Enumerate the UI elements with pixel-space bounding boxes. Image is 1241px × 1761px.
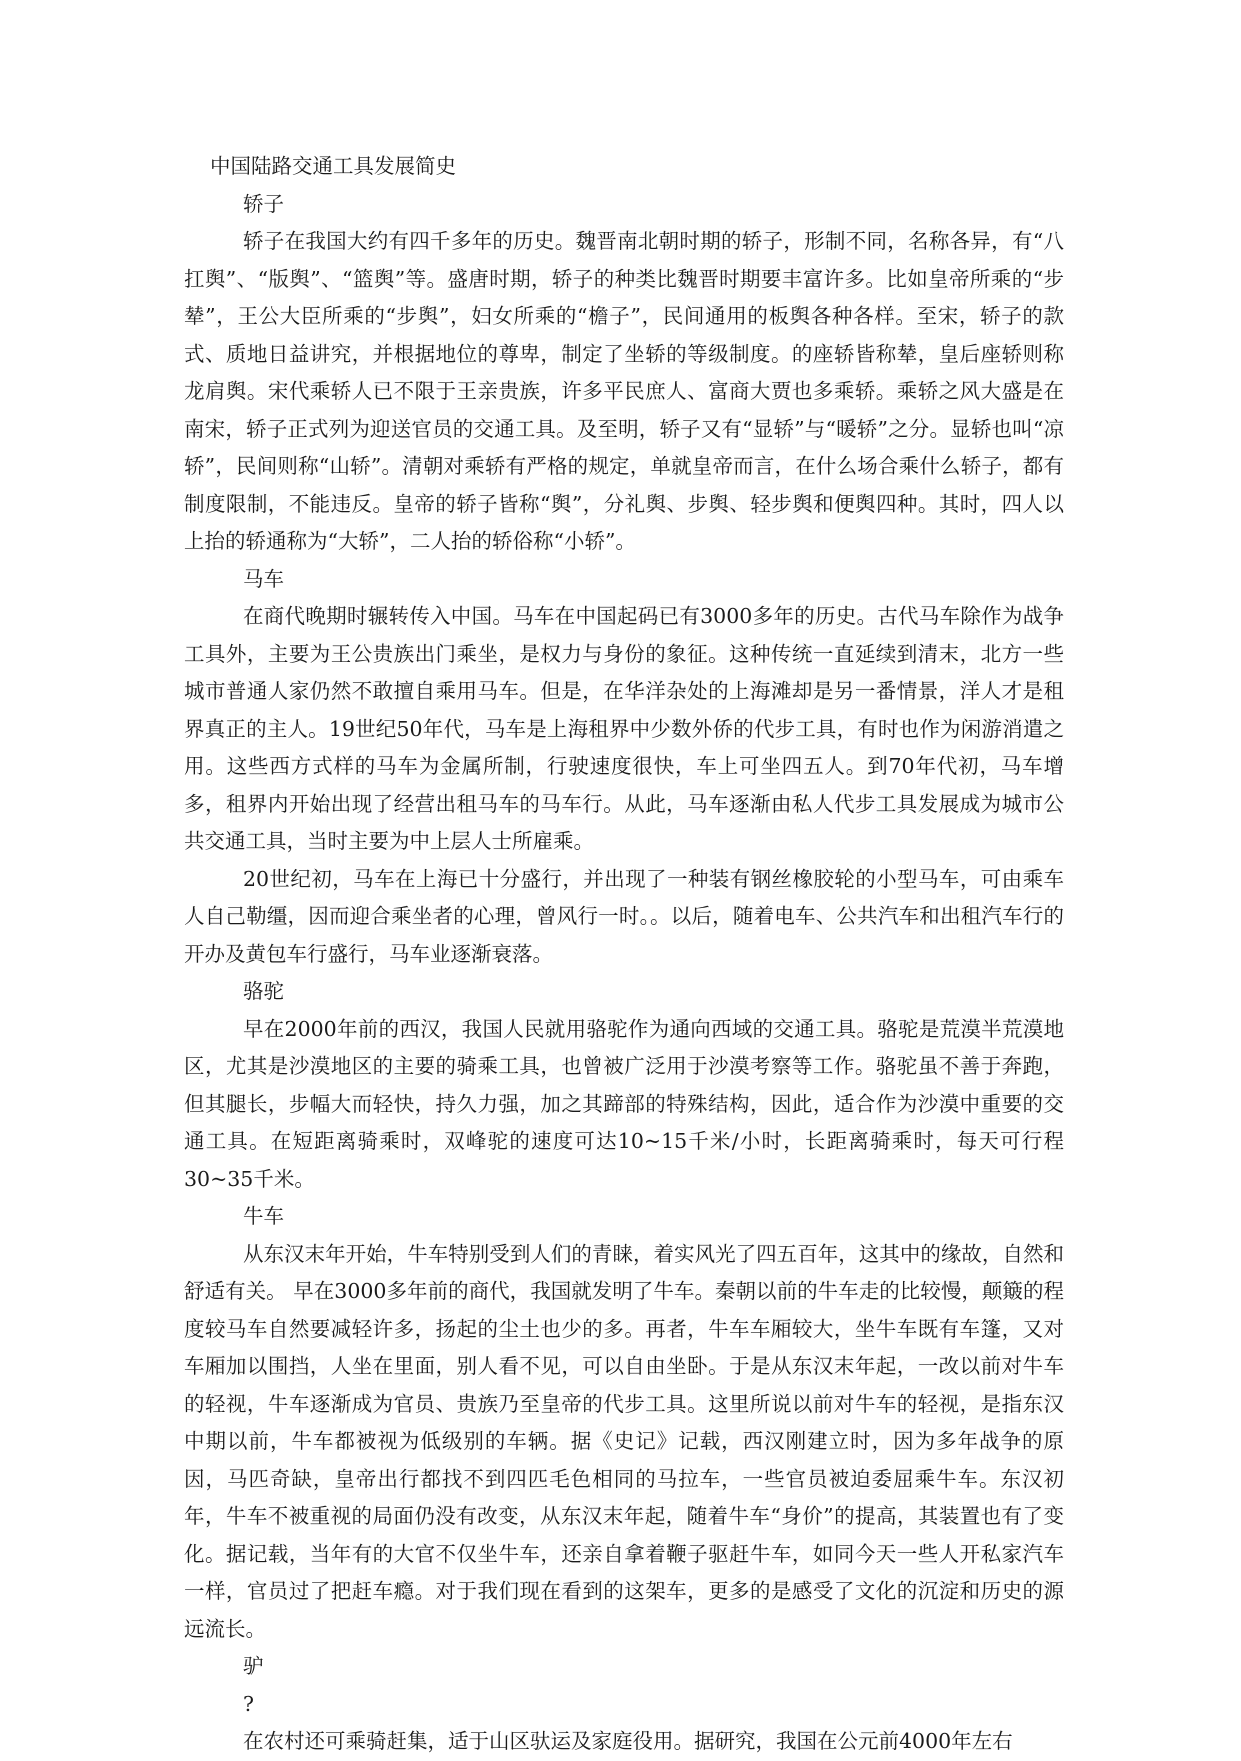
section-paragraph: 早在2000年前的西汉，我国人民就用骆驼作为通向西域的交通工具。骆驼是荒漠半荒漠地区，尤其是沙漠地区的主要的骑乘工具，也曾被广泛用于沙漠考察等工作。骆驼虽不善于奔跑，但其腿长，步幅大而轻快，持久力强，加之其蹄部的特殊结构，因此，适合作为沙漠中重要的交通工具。在短距离骑乘时，双峰驼的速度可达10~15千米/小时，长距离骑乘时，每天可行程30~35千米。 xyxy=(184,1016,1064,1191)
section-camel xyxy=(184,973,1064,1198)
document-page xyxy=(184,148,1064,1761)
section-paragraph: 在农村还可乘骑赶集，适于山区驮运及家庭役用。据研究，我国在公元前4000年左右 xyxy=(243,1729,1013,1753)
section-subheading: ? xyxy=(243,1691,254,1716)
section-ox-cart xyxy=(184,1198,1064,1648)
section-heading: 驴 xyxy=(243,1654,264,1678)
section-heading: 轿子 xyxy=(243,191,284,216)
section-paragraph: 轿子在我国大约有四千多年的历史。魏晋南北朝时期的轿子，形制不同，名称各异，有“八扛舆”、“版舆”、“篮舆”等。盛唐时期，轿子的种类比魏晋时期要丰富许多。比如皇帝所乘的“步辇”，王公大臣所乘的“步舆”，妇女所乘的“檐子”，民间通用的板舆各种各样。至宋，轿子的款式、质地日益讲究，并根据地位的尊卑，制定了坐轿的等级制度。的座轿皆称辇，皇后座轿则称龙肩舆。宋代乘轿人已不限于王亲贵族，许多平民庶人、富商大贾也多乘轿。乘轿之风大盛是在南宋，轿子正式列为迎送官员的交通工具。及至明，轿子又有“显轿”与“暖轿”之分。显轿也叫“凉轿”，民间则称“山轿”。清朝对乘轿有严格的规定，单就皇帝而言，在什么场合乘什么轿子，都有制度限制，不能违反。皇帝的轿子皆称“舆”，分礼舆、步舆、轻步舆和便舆四种。其时，四人以上抬的轿通称为“大轿”，二人抬的轿俗称“小轿”。 xyxy=(184,229,1064,553)
section-paragraph: 20世纪初，马车在上海已十分盛行，并出现了一种装有钢丝橡胶轮的小型马车，可由乘车人自己勒缰，因而迎合乘坐者的心理，曾风行一时。。以后，随着电车、公共汽车和出租汽车行的开办及黄包车行盛行，马车业逐渐衰落。 xyxy=(184,866,1064,966)
section-sedan-chair xyxy=(184,186,1064,561)
section-paragraph: 在商代晚期时辗转传入中国。马车在中国起码已有3000多年的历史。古代马车除作为战争工具外，主要为王公贵族出门乘坐，是权力与身份的象征。这种传统一直延续到清末，北方一些城市普通人家仍然不敢擅自乘用马车。但是，在华洋杂处的上海滩却是另一番情景，洋人才是租界真正的主人。19世纪50年代，马车是上海租界中少数外侨的代步工具，有时也作为闲游消遣之用。这些西方式样的马车为金属所制，行驶速度很快，车上可坐四五人。到70年代初，马车增多，租界内开始出现了经营出租马车的马车行。从此，马车逐渐由私人代步工具发展成为城市公共交通工具，当时主要为中上层人士所雇乘。 xyxy=(184,604,1064,853)
section-horse-carriage xyxy=(184,561,1064,974)
document-title: 中国陆路交通工具发展简史 xyxy=(210,154,456,178)
section-heading: 马车 xyxy=(243,566,284,591)
section-heading: 骆驼 xyxy=(243,979,284,1003)
section-donkey xyxy=(184,1648,1064,1761)
section-heading: 牛车 xyxy=(243,1204,284,1228)
section-paragraph: 从东汉末年开始，牛车特别受到人们的青睐，着实风光了四五百年，这其中的缘故，自然和舒适有关。 早在3000多年前的商代，我国就发明了牛车。秦朝以前的牛车走的比较慢，颠簸的程度较马车自然要减轻许多，扬起的尘土也少的多。再者，牛车车厢较大，坐牛车既有车篷，又对车厢加以围挡，人坐在里面，别人看不见，可以自由坐卧。于是从东汉末年起，一改以前对牛车的轻视，牛车逐渐成为官员、贵族乃至皇帝的代步工具。这里所说以前对牛车的轻视，是指东汉中期以前，牛车都被视为低级别的车辆。据《史记》记载，西汉刚建立时，因为多年战争的原因，马匹奇缺，皇帝出行都找不到四匹毛色相同的马拉车，一些官员被迫委屈乘牛车。东汉初年，牛车不被重视的局面仍没有改变，从东汉末年起，随着牛车“身价”的提高，其装置也有了变化。据记载，当年有的大官不仅坐牛车，还亲自拿着鞭子驱赶牛车，如同今天一些人开私家汽车一样，官员过了把赶车瘾。对于我们现在看到的这架车，更多的是感受了文化的沉淀和历史的源远流长。 xyxy=(184,1241,1064,1641)
